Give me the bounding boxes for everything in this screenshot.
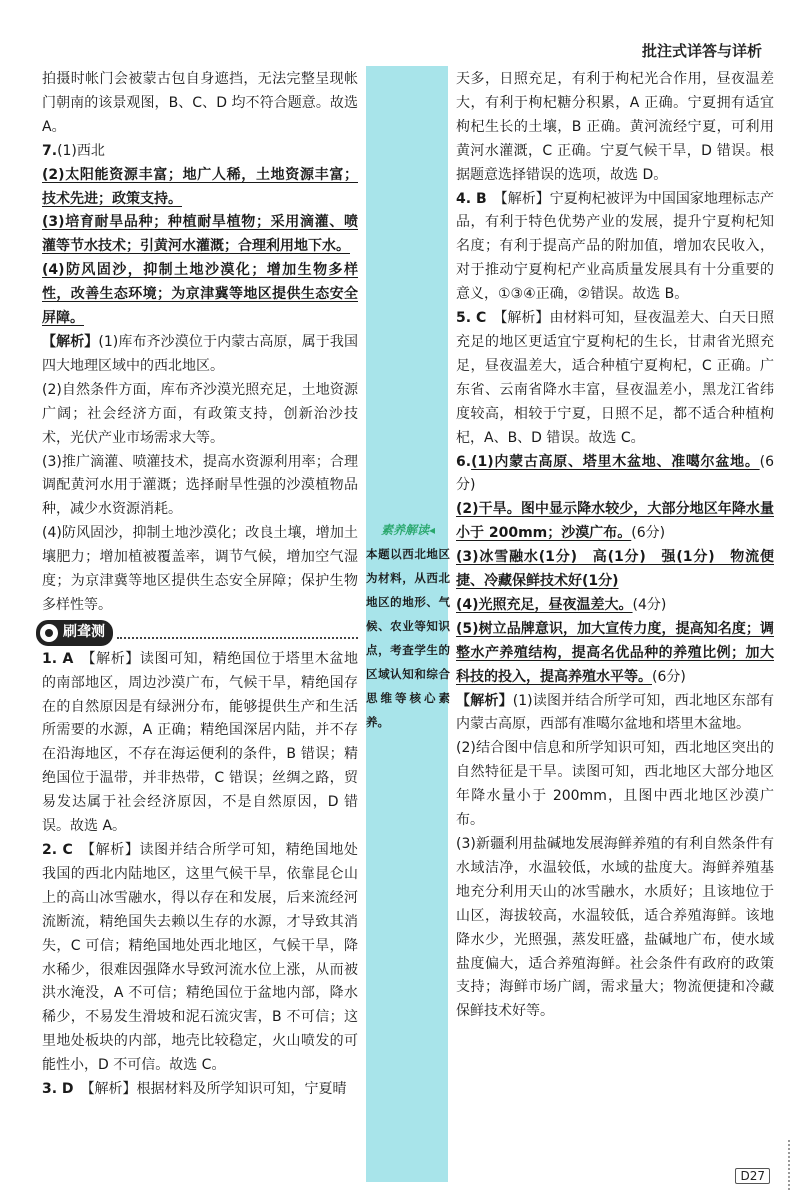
question-5: 5. C 【解析】由材料可知，昼夜温差大、白天日照充足的地区更适宜宁夏枸杞的生长，甘肃省光照充足，昼夜温差大，适合种植宁夏枸杞，C 正确。广东省、云南省降水丰富，昼夜温差小，黑龙江省纬度较高，相较于宁夏，日照不足，都不适合种植枸杞，A、B、D 错误。故选 C。 [456, 310, 775, 446]
question-2: 2. C 【解析】读图并结合所学可知，精绝国地处我国的西北内陆地区，这里气候干旱，依靠昆仑山上的高山冰雪融水，得以存在和发展，后来流经河流断流，精绝国失去赖以生存的水源，才导致其消失，C 可信；精绝国地处西北地区，气候干旱，降水稀少，很难因强降水导致河流水位上涨，从而被洪水淹没，A 不可信；精绝国位于盆地内部，降水稀少，不易发生滑坡和泥石流灾害，B 不可信；这里地处板块的内部，地壳比较稳定，火山喷发的可能性小，D 不可信。故选 C。 [42, 842, 359, 1074]
section-heading [36, 620, 358, 646]
question-7-answer-2: (2)太阳能资源丰富；地广人稀，土地资源丰富；技术先进；政策支持。 [42, 166, 358, 207]
question-7-analysis-4: (4)防风固沙，抑制土地沙漠化；改良土壤，增加土壤肥力；增加植被覆盖率，调节气候，增加空气湿度；为京津冀等地区提供生态安全屏障；保护生物多样性等。 [42, 525, 358, 613]
section-badge: 刷聋测 [36, 620, 113, 646]
question-6-answer-3: (3)冰雪融水(1分) 高(1分) 强(1分) 物流便捷、冷藏保鲜技术好(1分) [456, 549, 774, 590]
side-note-tag: 素养解读◂ [380, 523, 436, 537]
question-3-continued: 天多，日照充足，有利于枸杞光合作用，昼夜温差大，有利于枸杞糖分积累，A 正确。宁夏拥有适宜枸杞生长的土壤，B 正确。黄河流经宁夏，可利用黄河水灌溉，C 正确。宁夏气候干旱，D 错误。根据题意选择错误的选项，故选 D。 [456, 71, 774, 183]
question-7-analysis-2: (2)自然条件方面，库布齐沙漠光照充足，土地资源广阔；社会经济方面，有政策支持，创新治沙技术，光伏产业市场需求大等。 [42, 381, 358, 446]
question-7-answer-1: 7.(1)西北 [42, 142, 105, 159]
question-6-answer-1: 6.(1)内蒙古高原、塔里木盆地、准噶尔盆地。(6分) [456, 453, 774, 494]
question-6-answer-4: (4)光照充足，昼夜温差大。(4分) [456, 596, 667, 613]
question-6-analysis-2: (2)结合图中信息和所学知识可知，西北地区突出的自然特征是干旱。读图可知，西北地区大部分地区年降水量小于 200mm，且图中西北地区沙漠广布。 [456, 740, 774, 829]
question-7-answer-3: (3)培育耐旱品种；种植耐旱植物；采用滴灌、喷灌等节水技术；引黄河水灌溉；合理利用地下水。 [42, 214, 358, 255]
side-note [366, 518, 450, 734]
question-6-analysis-3: (3)新疆利用盐碱地发展海鲜养殖的有利自然条件有水域洁净，水温较低，水域的盐度大。海鲜养殖基地充分利用天山的冰雪融水，水质好；且该地位于山区，海拔较高，水温较低，适合养殖海鲜。该地降水少，光照强，蒸发旺盛，盐碱地广布，使水域盐度偏大，适合养殖海鲜。社会条件有政府的政策支持；海鲜市场广阔，需求量大；物流便捷和冷藏保鲜技术好等。 [456, 836, 774, 1020]
question-7-analysis-3: (3)推广滴灌、喷灌技术，提高水资源利用率；合理调配黄河水用于灌溉；选择耐旱性强的沙漠植物品种，减少水资源消耗。 [42, 453, 358, 518]
question-6-analysis-1: 【解析】(1)读图并结合所学可知，西北地区东部有内蒙古高原，西部有准噶尔盆地和塔里木盆地。 [456, 692, 774, 733]
left-column [42, 68, 358, 1102]
section-divider [117, 627, 358, 639]
question-6-answer-5: (5)树立品牌意识，加大宣传力度，提高知名度；调整水产养殖结构，提高名优品种的养殖比例；加大科技的投入，提高养殖水平等。(6分) [456, 620, 774, 685]
section-icon [40, 624, 58, 642]
question-6-answer-2: (2)干旱。图中显示降水较少，大部分地区年降水量小于 200mm；沙漠广布。(6分) [456, 501, 774, 542]
right-column [456, 68, 774, 1024]
page-edge-dots [774, 1140, 790, 1190]
side-note-text: 本题以西北地区为材料，从西北地区的地形、气候、农业等知识点，考查学生的区域认知和综合思维等核心素养。 [366, 547, 450, 729]
question-7-answer-4: (4)防风固沙，抑制土地沙漠化；增加生物多样性，改善生态环境；为京津冀等地区提供生态安全屏障。 [42, 262, 358, 327]
question-3: 3. D 【解析】根据材料及所学知识可知，宁夏晴 [42, 1081, 347, 1098]
question-1: 1. A 【解析】读图可知，精绝国位于塔里木盆地的南部地区，周边沙漠广布，气候干旱，精绝国存在的自然原因是有绿洲分布，能够提供生产和生活所需要的水源，A 正确；精绝国深居内陆，并不存在沿海地区，不存在海运便利的条件，B 错误；精绝国位于温带，并非热带，C 错误；丝绸之路，贸易发达属于社会经济原因，不是自然原因，D 错误。故选 A。 [42, 650, 359, 835]
question-4: 4. B 【解析】宁夏枸杞被评为中国国家地理标志产品，有利于特色优势产业的发展，提升宁夏枸杞知名度；有利于提高产品的附加值，增加农民收入，对于推动宁夏枸杞产业高质量发展具有十分重要的意义，①③④正确，②错误。故选 B。 [456, 190, 775, 303]
page-header-title: 批注式详答与详析 [641, 42, 762, 60]
paragraph-continued: 拍摄时帐门会被蒙古包自身遮挡，无法完整呈现帐门朝南的该景观图，B、C、D 均不符合题意。故选 A。 [42, 71, 358, 135]
page-number: D27 [735, 1168, 770, 1184]
question-7-analysis-1: 【解析】(1)库布齐沙漠位于内蒙古高原，属于我国四大地理区域中的西北地区。 [42, 333, 358, 374]
